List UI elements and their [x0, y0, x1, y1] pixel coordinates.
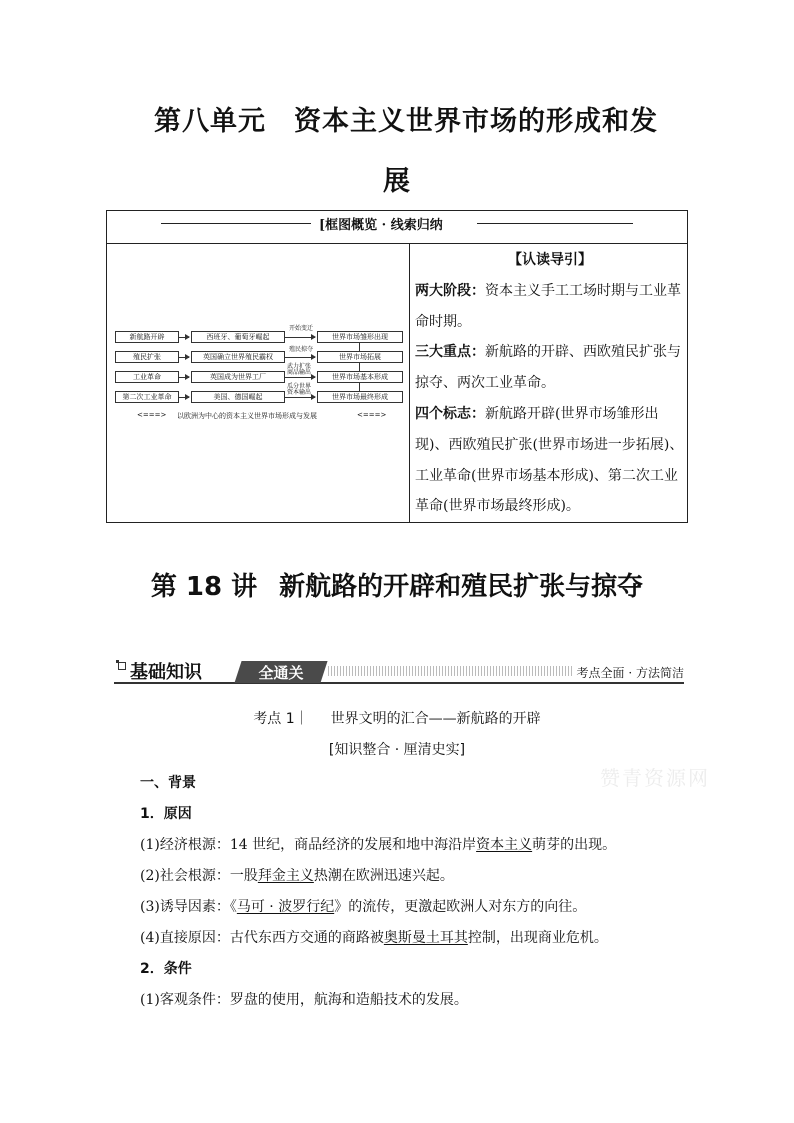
flow-arrow: [285, 377, 315, 378]
header-rule-left: [161, 223, 311, 224]
guide-focus: [415, 337, 685, 399]
guide-focus-text: 新航路的开辟、西欧殖民扩张与掠夺、两次工业革命。: [415, 344, 681, 392]
subheading-causes: 1．原因: [140, 806, 192, 822]
cause-direct: [140, 923, 700, 954]
cause-inducing-text: (3)诱导因素：《: [140, 899, 237, 915]
flow-middle-3: 英国成为世界工厂: [191, 371, 285, 383]
banner-corner-icon: [116, 660, 119, 663]
cause-direct-tail: 控制，出现商业危机。: [467, 930, 608, 946]
banner-tag: 全通关: [258, 664, 304, 682]
banner-label: 基础知识: [130, 662, 202, 683]
flow-arrow: [285, 397, 315, 398]
flow-connector: [359, 362, 360, 371]
flow-middle-1: 西班牙、葡萄牙崛起: [191, 331, 285, 343]
flow-connector: [359, 342, 360, 351]
flow-caption-arrow-left: <===>: [137, 411, 167, 419]
guide-stages: [415, 276, 685, 338]
watermark: 赞青资源网: [600, 766, 710, 790]
flow-caption-arrow-right: <===>: [357, 411, 387, 419]
flow-right-1: 世界市场雏形出现: [317, 331, 403, 343]
reading-guide: [415, 245, 685, 522]
cause-social-tail: 热潮在欧洲迅速兴起。: [313, 868, 454, 884]
cause-inducing-key: 马可 · 波罗行纪: [236, 899, 335, 915]
knowledge-point-tag: 考点 1｜: [253, 711, 309, 727]
guide-marks: [415, 399, 685, 522]
condition-objective: (1)客观条件：罗盘的使用，航海和造船技术的发展。: [140, 992, 468, 1008]
flow-arrow: [285, 337, 315, 338]
flow-link-1: 开始变迁: [289, 325, 314, 332]
flow-arrow: [179, 377, 189, 378]
frame-divider: [409, 243, 410, 522]
flow-caption: 以欧洲为中心的资本主义世界市场形成与发展: [177, 412, 317, 420]
cause-economic-text: (1)经济根源：14 世纪，商品经济的发展和地中海沿岸: [140, 837, 477, 853]
header-rule-right: [477, 223, 633, 224]
knowledge-point-title: 世界文明的汇合——新航路的开辟: [330, 711, 541, 727]
lesson-name: 新航路的开辟和殖民扩张与掠夺: [279, 572, 644, 602]
guide-marks-text: 新航路开辟(世界市场雏形出现)、西欧殖民扩张(世界市场进一步拓展)、工业革命(世界市场基本形成)、第二次工业革命(世界市场最终形成)。: [415, 405, 684, 515]
guide-title: 【认读导引】: [508, 252, 592, 268]
flow-link-3: 武力扩张 商品输出: [287, 363, 312, 376]
overview-flowchart: [113, 325, 405, 429]
flow-middle-2: 英国确立世界殖民霸权: [191, 351, 285, 363]
guide-stages-text: 资本主义手工工场时期与工业革命时期。: [415, 282, 681, 330]
knowledge-point-heading: [0, 708, 794, 728]
flow-right-3: 世界市场基本形成: [317, 371, 403, 383]
lesson-number: 第 18 讲: [150, 572, 258, 602]
flow-link-4: 瓜分世界 资本输出: [287, 383, 312, 396]
subheading-conditions: 2．条件: [140, 961, 192, 977]
flow-connector: [359, 382, 360, 391]
banner-square-icon: [118, 662, 126, 670]
overview-frame: [106, 210, 688, 523]
flow-arrow: [179, 357, 189, 358]
banner-right-text: 考点全面 · 方法简洁: [573, 664, 684, 681]
guide-stages-label: 两大阶段：: [415, 282, 485, 299]
flow-middle-4: 美国、德国崛起: [191, 391, 285, 403]
flow-arrow: [179, 337, 189, 338]
flow-left-2: 殖民扩张: [115, 351, 179, 363]
section-heading-background: 一、背景: [140, 775, 196, 791]
cause-direct-key: 奥斯曼土耳其: [383, 930, 468, 946]
flow-arrow: [179, 397, 189, 398]
cause-inducing: [140, 892, 700, 923]
cause-direct-text: (4)直接原因：古代东西方交通的商路被: [140, 930, 384, 946]
guide-marks-label: 四个标志：: [415, 405, 485, 422]
flow-right-4: 世界市场最终形成: [317, 391, 403, 403]
unit-number: 第八单元: [154, 106, 266, 137]
cause-social-text: (2)社会根源：一股: [140, 868, 258, 884]
flow-arrow: [285, 357, 315, 358]
flow-left-1: 新航路开辟: [115, 331, 179, 343]
cause-social: [140, 861, 700, 892]
content-body: [140, 768, 700, 1016]
lesson-title: [0, 566, 794, 603]
cause-social-key: 拜金主义: [257, 868, 314, 884]
unit-title: [0, 92, 794, 212]
cause-economic: [140, 830, 700, 861]
knowledge-point-subtitle: [知识整合 · 厘清史实]: [328, 742, 466, 758]
cause-economic-key: 资本主义: [476, 837, 533, 853]
flow-right-2: 世界市场拓展: [317, 351, 403, 363]
cause-inducing-tail: 》的流传，更激起欧洲人对东方的向往。: [334, 899, 587, 915]
overview-header: [107, 211, 687, 244]
guide-focus-label: 三大重点：: [415, 344, 485, 361]
section-banner: [114, 658, 684, 686]
overview-header-text: [框图概览 · 线索归纳: [317, 214, 445, 233]
flow-left-3: 工业革命: [115, 371, 179, 383]
flow-left-4: 第二次工业革命: [115, 391, 179, 403]
cause-economic-tail: 萌芽的出现。: [532, 837, 617, 853]
flow-link-2: 殖民掠夺: [289, 346, 314, 353]
unit-name: 资本主义世界市场的形成和发: [294, 106, 658, 137]
unit-name-continued: 展: [383, 166, 411, 197]
